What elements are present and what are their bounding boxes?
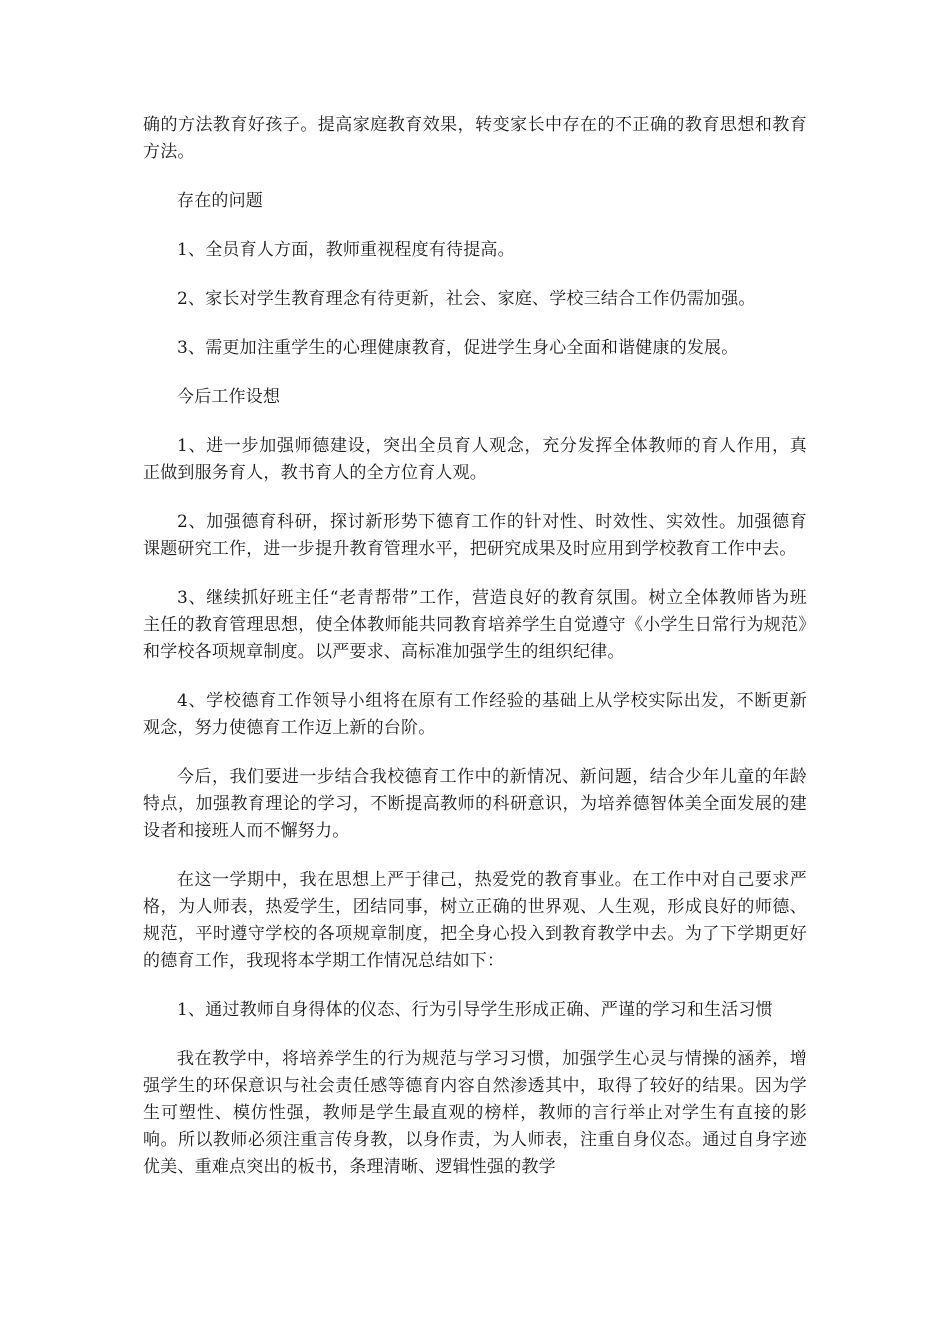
paragraph: 今后，我们要进一步结合我校德育工作中的新情况、新问题，结合少年儿童的年龄特点，加强教育理论的学习，不断提高教师的科研意识，为培养德智体美全面发展的建设者和接班人而不懈努力。 [143,767,807,841]
paragraph: 我在教学中，将培养学生的行为规范与学习习惯，加强学生心灵与情操的涵养，增强学生的环保意识与社会责任感等德育内容自然渗透其中，取得了较好的结果。因为学生可塑性、模仿性强，教师是学生最直观的榜样，教师的言行举止对学生有直接的影响。所以教师必须注重言传身教，以身作责，为人师表，注重自身仪态。通过自身字迹优美、重难点突出的板书，条理清晰、逻辑性强的教学 [143,1049,807,1177]
paragraph: 3、继续抓好班主任“老青帮带”工作，营造良好的教育氛围。树立全体教师皆为班主任的教育管理思想，使全体教师能共同教育培养学生自觉遵守《小学生日常行为规范》和学校各项规章制度。以严要求、高标准加强学生的组织纪律。 [143,588,807,662]
paragraph: 1、全员育人方面，教师重视程度有待提高。 [177,240,515,260]
paragraph: 在这一学期中，我在思想上严于律己，热爱党的教育事业。在工作中对自己要求严格，为人师表，热爱学生，团结同事，树立正确的世界观、人生观，形成良好的师德、规范，平时遵守学校的各项规章制度，把全身心投入到教育教学中去。为了下学期更好的德育工作，我现将本学期工作情况总结如下： [143,870,807,971]
paragraph: 1、进一步加强师德建设，突出全员育人观念，充分发挥全体教师的育人作用，真正做到服务育人，教书育人的全方位育人观。 [143,436,807,483]
document-body [143,112,807,1203]
paragraph: 1、通过教师自身得体的仪态、行为引导学生形成正确、严谨的学习和生活习惯 [177,1000,773,1020]
section-heading-problems: 存在的问题 [177,191,263,211]
paragraph: 2、家长对学生教育理念有待更新，社会、家庭、学校三结合工作仍需加强。 [177,289,756,309]
section-heading-future-plans: 今后工作设想 [177,387,281,407]
paragraph: 4、学校德育工作领导小组将在原有工作经验的基础上从学校实际出发，不断更新观念，努力使德育工作迈上新的台阶。 [143,691,807,738]
paragraph: 2、加强德育科研，探讨新形势下德育工作的针对性、时效性、实效性。加强德育课题研究工作，进一步提升教育管理水平，把研究成果及时应用到学校教育工作中去。 [143,512,807,559]
paragraph: 确的方法教育好孩子。提高家庭教育效果，转变家长中存在的不正确的教育思想和教育方法。 [143,115,807,162]
paragraph: 3、需更加注重学生的心理健康教育，促进学生身心全面和谐健康的发展。 [177,338,739,358]
